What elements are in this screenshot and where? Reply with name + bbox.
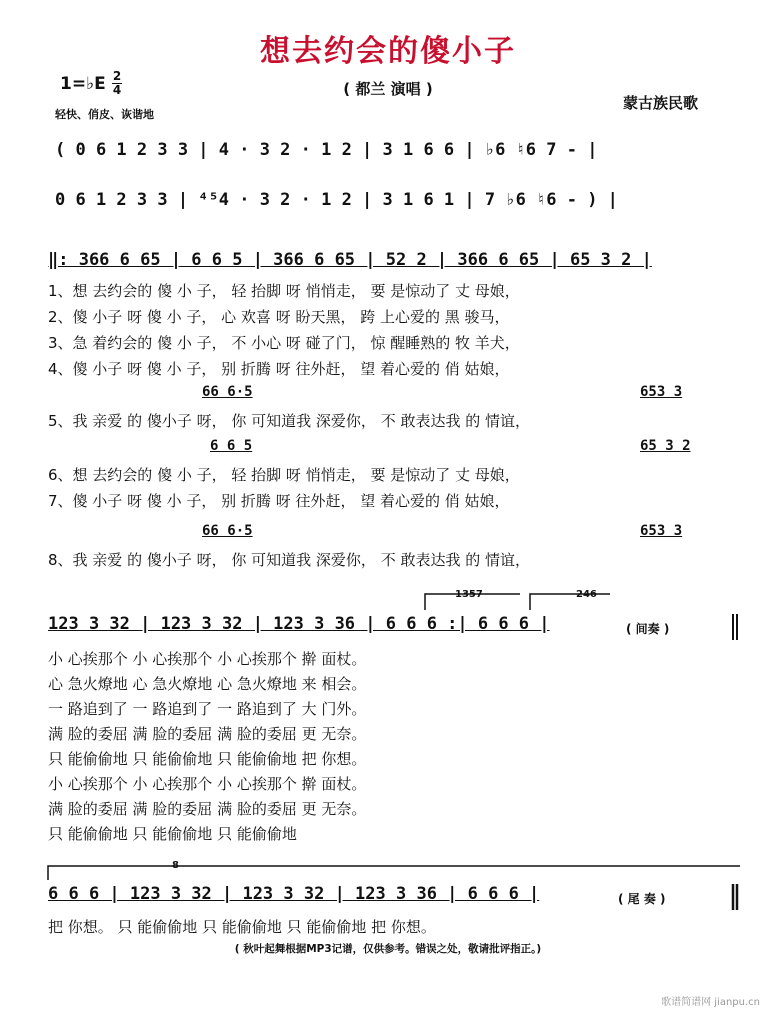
final-barline [733, 884, 737, 910]
volta-8-label: 8 [172, 860, 179, 871]
verse-lyric-1: 1、想 去约会的 傻 小 子， 轻 抬脚 呀 悄悄走， 要 是惊动了 丈 母娘， [48, 282, 520, 300]
verse-lyric-4: 4、傻 小子 呀 傻 小 子， 别 折腾 呀 往外赶， 望 着心爱的 俏 姑娘， [48, 360, 510, 378]
volta-2-label: 246 [576, 589, 597, 600]
chorus-lyric-5: 只 能偷偷地 只 能偷偷地 只 能偷偷地 把 你想。 [48, 750, 367, 768]
verse-lyric-8: 8、我 亲爱 的 傻小子 呀， 你 可知道我 深爱你， 不 敢表达我 的 情谊， [48, 551, 530, 569]
verse-lyric-5: 5、我 亲爱 的 傻小子 呀， 你 可知道我 深爱你， 不 敢表达我 的 情谊， [48, 412, 530, 430]
watermark: 歌谱简谱网 jianpu.cn [661, 997, 760, 1008]
verse-notes: ‖: 366 6 65 | 6 6 5 | 366 6 65 | 52 2 | 366 6 65 | 65 3 2 | [48, 250, 652, 270]
verse6-alt-notes: 6 6 5 [210, 438, 253, 454]
verse-lyric-2: 2、傻 小子 呀 傻 小 子， 心 欢喜 呀 盼天黑， 跨 上心爱的 黑 骏马， [48, 308, 510, 326]
genre-label: 蒙古族民歌 [623, 94, 699, 112]
time-sig-bottom: 4 [112, 83, 122, 97]
singer-credit: ( 都兰 演唱 ) [343, 80, 433, 98]
coda-lyric: 把 你想。 只 能偷偷地 只 能偷偷地 只 能偷偷地 把 你想。 [48, 918, 436, 936]
chorus-lyric-6: 小 心挨那个 小 心挨那个 小 心挨那个 擀 面杖。 [48, 775, 367, 793]
verse6-alt-end-notes: 65 3 2 [640, 438, 691, 454]
interlude-end-barline [733, 614, 737, 640]
volta-1-bracket [425, 594, 520, 610]
volta-8-bracket [48, 866, 740, 880]
volta-2-bracket [530, 594, 610, 610]
outro-label: ( 尾 奏 ) [618, 892, 666, 906]
verse8-alt-end-notes: 653 3 [640, 523, 683, 539]
verse-lyric-6: 6、想 去约会的 傻 小 子， 轻 抬脚 呀 悄悄走， 要 是惊动了 丈 母娘， [48, 466, 520, 484]
chorus-lyric-1: 小 心挨那个 小 心挨那个 小 心挨那个 擀 面杖。 [48, 650, 367, 668]
interlude-label: ( 间奏 ) [626, 622, 670, 636]
chorus-lyric-2: 心 急火燎地 心 急火燎地 心 急火燎地 来 相会。 [48, 675, 367, 693]
verse5-alt-notes: 66 6·5 [202, 384, 253, 400]
chorus-lyric-3: 一 路追到了 一 路追到了 一 路追到了 大 门外。 [48, 700, 367, 718]
coda-notes: 6 6 6 | 123 3 32 | 123 3 32 | 123 3 36 | 6 6 6 | [48, 884, 540, 904]
verse8-alt-notes: 66 6·5 [202, 523, 253, 539]
verse-lyric-7: 7、傻 小子 呀 傻 小 子， 别 折腾 呀 往外赶， 望 着心爱的 俏 姑娘， [48, 492, 510, 510]
time-sig-top: 2 [112, 69, 122, 83]
chorus-lyric-8: 只 能偷偷地 只 能偷偷地 只 能偷偷地 [48, 825, 297, 843]
chorus-lyric-4: 满 脸的委屈 满 脸的委屈 满 脸的委屈 更 无奈。 [48, 725, 367, 743]
song-title: 想去约会的傻小子 [260, 34, 516, 69]
verse-lyric-3: 3、急 着约会的 傻 小 子， 不 小心 呀 碰了门， 惊 醒睡熟的 牧 羊犬， [48, 334, 520, 352]
transcriber-note: ( 秋叶起舞根据MP3记谱，仅供参考。错误之处，敬请批评指正。) [234, 943, 542, 955]
intro-line-1: ( 0 6 1 2 3 3 | 4 · 3 2 · 1 2 | 3 1 6 6 | ♭6 ♮6 7 - | [55, 140, 598, 160]
tempo-marking: 轻快、俏皮、诙谐地 [55, 108, 154, 121]
chorus-lyric-7: 满 脸的委屈 满 脸的委屈 满 脸的委屈 更 无奈。 [48, 800, 367, 818]
key-signature: 1=♭E [60, 74, 106, 94]
chorus-notes: 123 3 32 | 123 3 32 | 123 3 36 | 6 6 6 :| 6 6 6 | [48, 614, 550, 634]
verse5-alt-end-notes: 653 3 [640, 384, 683, 400]
intro-line-2: 0 6 1 2 3 3 | ⁴⁵4 · 3 2 · 1 2 | 3 1 6 1 | 7 ♭6 ♮6 - ) | [55, 190, 618, 210]
volta-1-label: 1357 [455, 589, 483, 600]
